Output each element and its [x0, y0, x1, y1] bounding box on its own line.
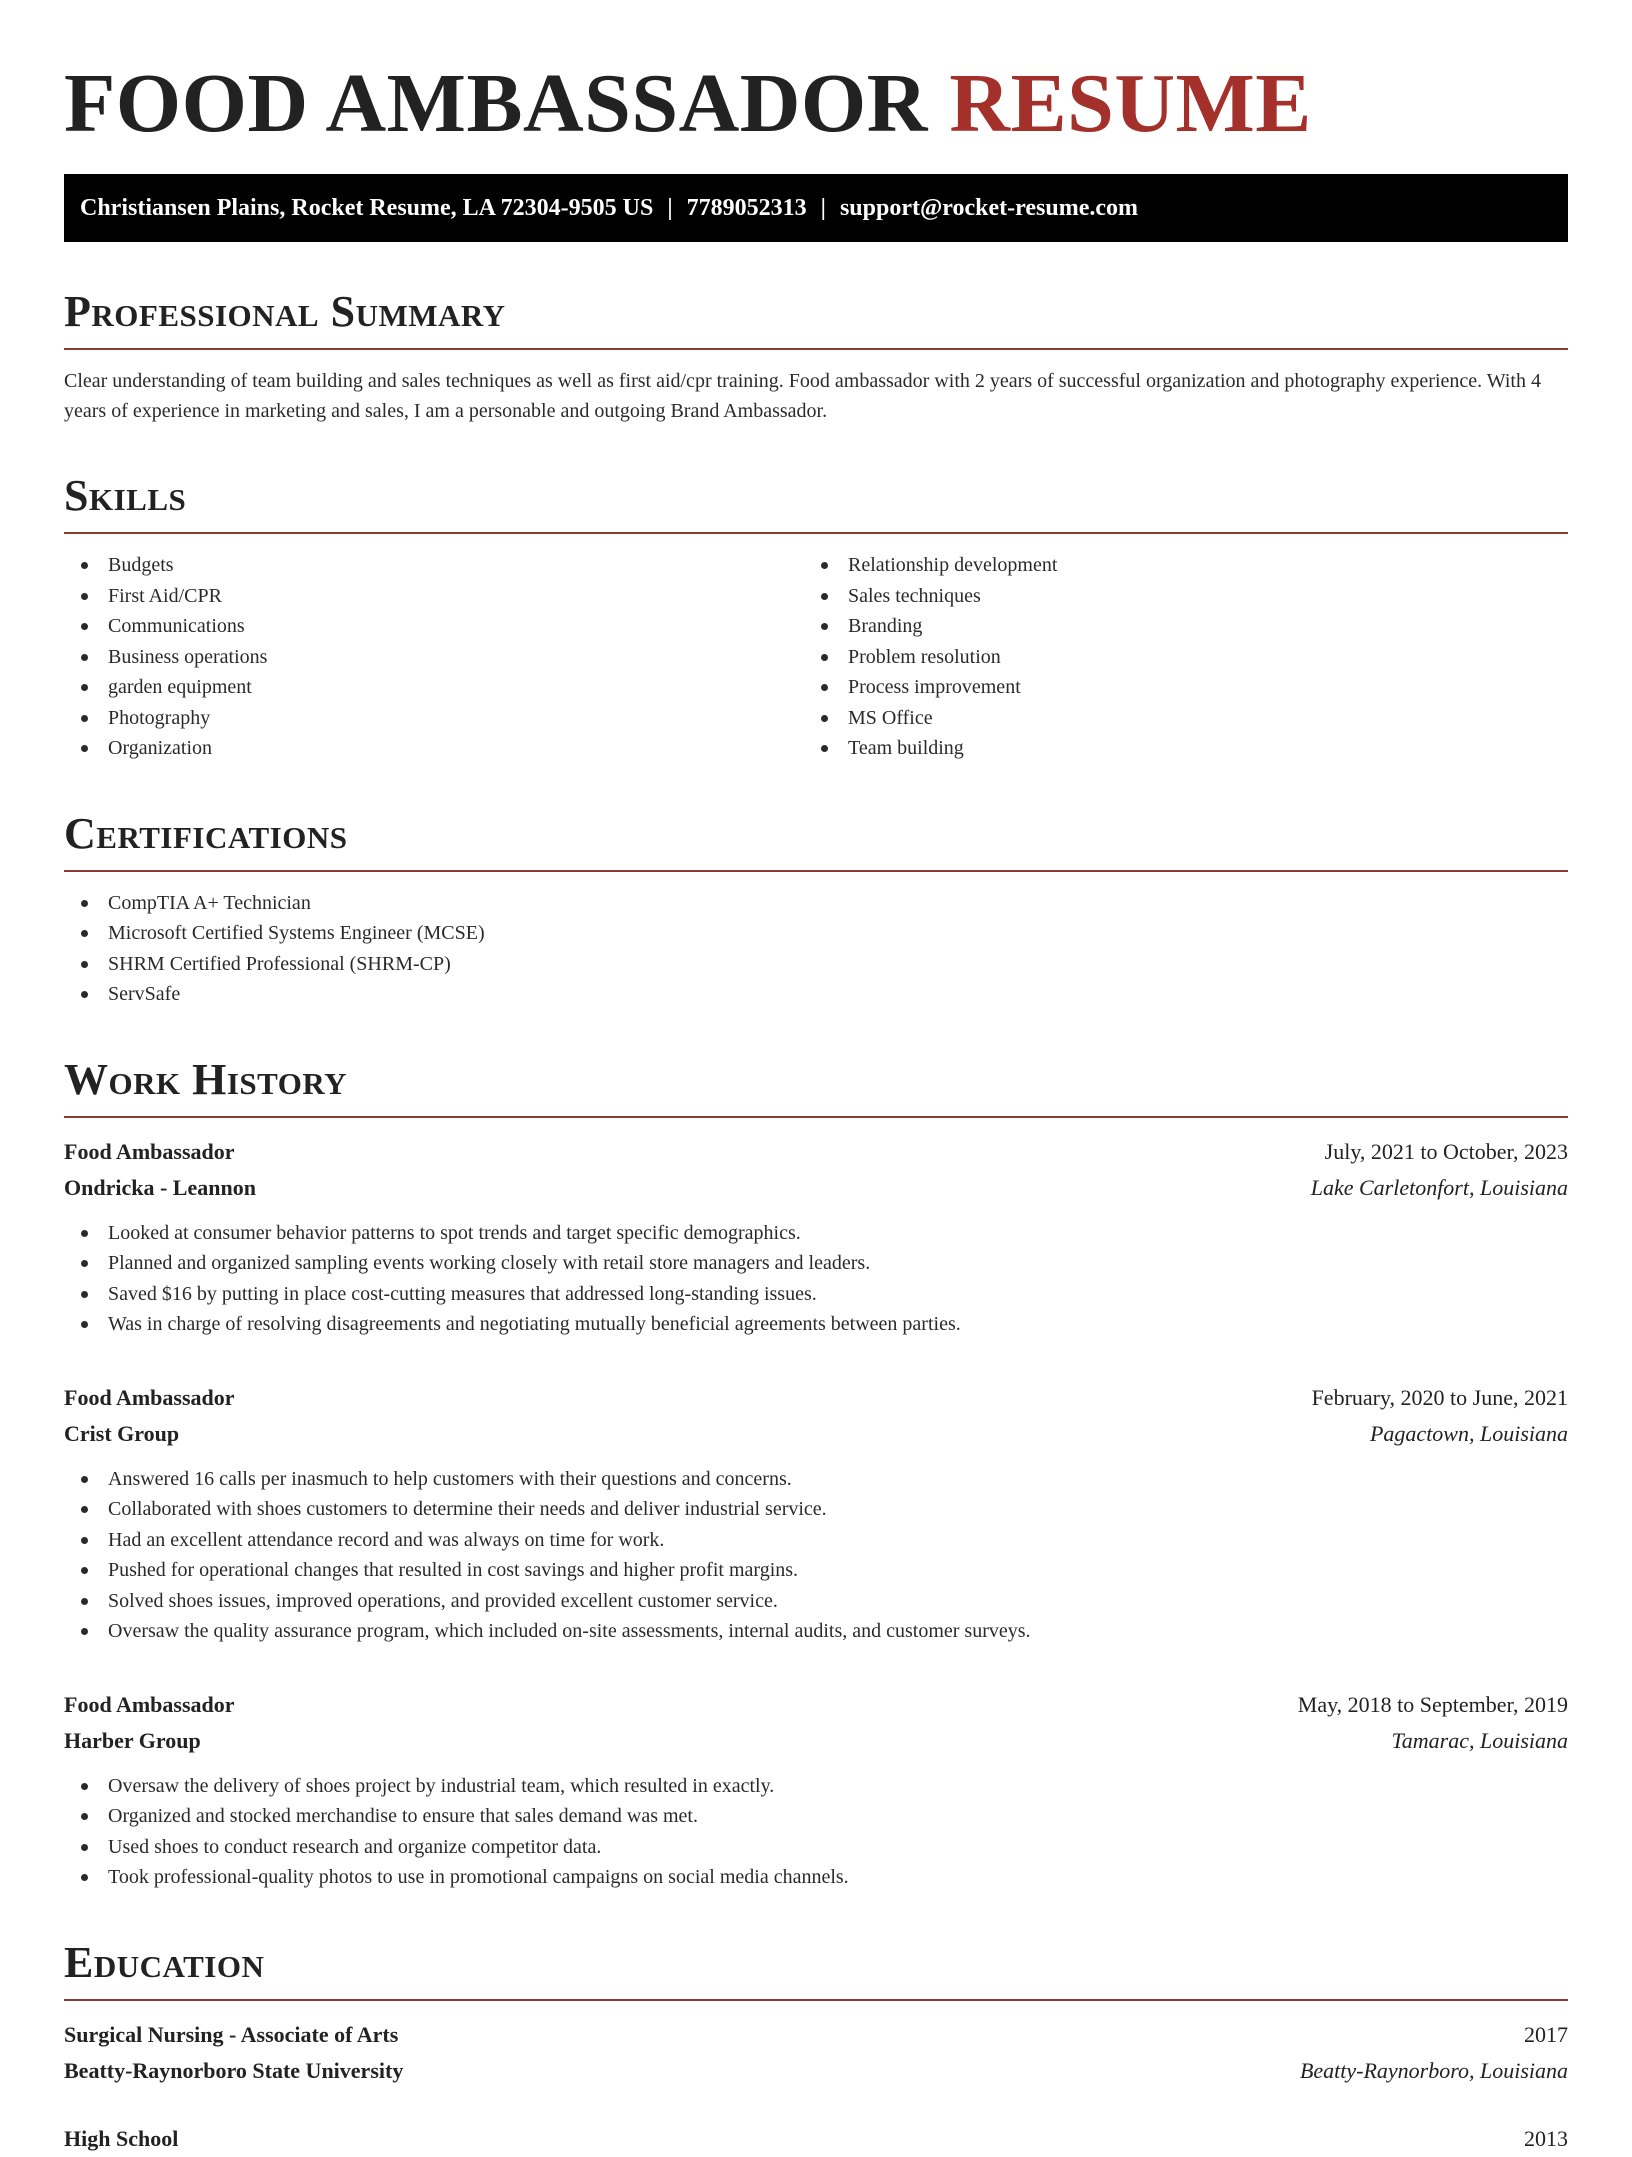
job-duty-item: Oversaw the quality assurance program, which included on-site assessments, internal audits, and customer surveys. — [64, 1616, 1568, 1647]
summary-section — [64, 286, 1568, 426]
education-header-row — [64, 2017, 1568, 2053]
contact-address: Christiansen Plains, Rocket Resume, LA 72304-9505 US — [80, 194, 654, 221]
skill-item: First Aid/CPR — [64, 581, 804, 612]
section-divider — [64, 870, 1568, 872]
job-header-row — [64, 1134, 1568, 1170]
job-duty-item: Took professional-quality photos to use in promotional campaigns on social media channels. — [64, 1862, 1568, 1893]
contact-separator: | — [820, 194, 826, 221]
skills-grid — [64, 534, 1568, 764]
summary-text: Clear understanding of team building and sales techniques as well as first aid/cpr training. Food ambassador with 2 years of successful organization and photography experience. With 4 years of experience in marketing and sales, I am a personable and outgoing Brand Ambassador. — [64, 370, 1541, 422]
certifications-list — [64, 888, 1568, 1010]
job-duty-item: Collaborated with shoes customers to determine their needs and deliver industrial service. — [64, 1494, 1568, 1525]
job-dates: July, 2021 to October, 2023 — [1324, 1138, 1568, 1164]
job-duty-item: Was in charge of resolving disagreements and negotiating mutually beneficial agreements between parties. — [64, 1309, 1568, 1340]
resume-page — [64, 0, 1568, 2157]
job-duty-item: Had an excellent attendance record and was always on time for work. — [64, 1525, 1568, 1556]
skill-item: Business operations — [64, 642, 804, 673]
job-header-row — [64, 1380, 1568, 1416]
education-section — [64, 1937, 1568, 2157]
section-divider — [64, 1116, 1568, 1118]
job-dates: February, 2020 to June, 2021 — [1311, 1384, 1568, 1410]
job-duty-item: Saved $16 by putting in place cost-cutting measures that addressed long-standing issues. — [64, 1279, 1568, 1310]
job-location: Lake Carletonfort, Louisiana — [1310, 1174, 1568, 1200]
skill-item: Communications — [64, 611, 804, 642]
skill-item: Team building — [804, 733, 1544, 764]
job-title: Food Ambassador — [64, 1691, 235, 1717]
education-location: Beatty-Raynorboro, Louisiana — [1299, 2057, 1568, 2083]
certification-item: SHRM Certified Professional (SHRM-CP) — [64, 949, 1568, 980]
job-company-row — [64, 1723, 1568, 1759]
skill-item: Relationship development — [804, 550, 1544, 581]
job-duty-item: Planned and organized sampling events working closely with retail store managers and leaders. — [64, 1248, 1568, 1279]
skills-list-left — [64, 550, 804, 764]
job-duty-item: Organized and stocked merchandise to ensure that sales demand was met. — [64, 1801, 1568, 1832]
job-duty-item: Answered 16 calls per inasmuch to help customers with their questions and concerns. — [64, 1464, 1568, 1495]
skill-item: Branding — [804, 611, 1544, 642]
education-heading: Education — [64, 1937, 265, 1987]
skills-list-right — [804, 550, 1544, 764]
skill-item: MS Office — [804, 703, 1544, 734]
job-duty-item: Oversaw the delivery of shoes project by industrial team, which resulted in exactly. — [64, 1771, 1568, 1802]
summary-heading: Professional Summary — [64, 287, 506, 336]
job-header-row — [64, 1687, 1568, 1723]
education-entry — [64, 2121, 1568, 2157]
job-duty-item: Pushed for operational changes that resulted in cost savings and higher profit margins. — [64, 1555, 1568, 1586]
job-title: Food Ambassador — [64, 1138, 235, 1164]
education-header-row — [64, 2121, 1568, 2157]
education-entry — [64, 2017, 1568, 2089]
job-company: Ondricka - Leannon — [64, 1174, 256, 1200]
education-degree: High School — [64, 2125, 179, 2151]
job-duty-item: Looked at consumer behavior patterns to spot trends and target specific demographics. — [64, 1218, 1568, 1249]
job-dates: May, 2018 to September, 2019 — [1297, 1691, 1568, 1717]
job-company: Harber Group — [64, 1727, 201, 1753]
job-entry — [64, 1380, 1568, 1647]
job-location: Tamarac, Louisiana — [1391, 1727, 1568, 1753]
job-duty-item: Used shoes to conduct research and organize competitor data. — [64, 1832, 1568, 1863]
job-company-row — [64, 1416, 1568, 1452]
job-entry — [64, 1134, 1568, 1340]
skill-item: Budgets — [64, 550, 804, 581]
job-entry — [64, 1687, 1568, 1893]
certification-item: ServSafe — [64, 979, 1568, 1010]
job-duties-list — [64, 1218, 1568, 1340]
job-company: Crist Group — [64, 1420, 180, 1446]
job-location: Pagactown, Louisiana — [1369, 1420, 1568, 1446]
skill-item: Sales techniques — [804, 581, 1544, 612]
skill-item: Process improvement — [804, 672, 1544, 703]
contact-separator: | — [667, 194, 673, 221]
certification-item: Microsoft Certified Systems Engineer (MCSE) — [64, 918, 1568, 949]
education-year: 2013 — [1524, 2125, 1568, 2151]
certifications-section — [64, 808, 1568, 1010]
education-school-row — [64, 2053, 1568, 2089]
education-school: Beatty-Raynorboro State University — [64, 2057, 404, 2083]
work-history-section — [64, 1054, 1568, 1893]
skill-item: garden equipment — [64, 672, 804, 703]
section-divider — [64, 1999, 1568, 2001]
job-company-row — [64, 1170, 1568, 1206]
contact-phone: 7789052313 — [686, 194, 807, 221]
certification-item: CompTIA A+ Technician — [64, 888, 1568, 919]
resume-title — [64, 0, 1568, 154]
skill-item: Organization — [64, 733, 804, 764]
job-duties-list — [64, 1771, 1568, 1893]
resume-title-main: FOOD AMBASSADOR — [64, 57, 928, 150]
certifications-heading: Certifications — [64, 808, 348, 858]
resume-title-accent: RESUME — [949, 57, 1312, 150]
skills-heading: Skills — [64, 471, 187, 520]
job-duties-list — [64, 1464, 1568, 1647]
skill-item: Photography — [64, 703, 804, 734]
contact-email: support@rocket-resume.com — [839, 194, 1139, 221]
section-divider — [64, 348, 1568, 350]
education-year: 2017 — [1524, 2021, 1568, 2047]
work-history-heading: Work History — [64, 1054, 348, 1104]
education-degree: Surgical Nursing - Associate of Arts — [64, 2021, 399, 2047]
skill-item: Problem resolution — [804, 642, 1544, 673]
contact-bar — [64, 174, 1568, 242]
job-title: Food Ambassador — [64, 1384, 235, 1410]
job-duty-item: Solved shoes issues, improved operations, and provided excellent customer service. — [64, 1586, 1568, 1617]
skills-section — [64, 470, 1568, 764]
